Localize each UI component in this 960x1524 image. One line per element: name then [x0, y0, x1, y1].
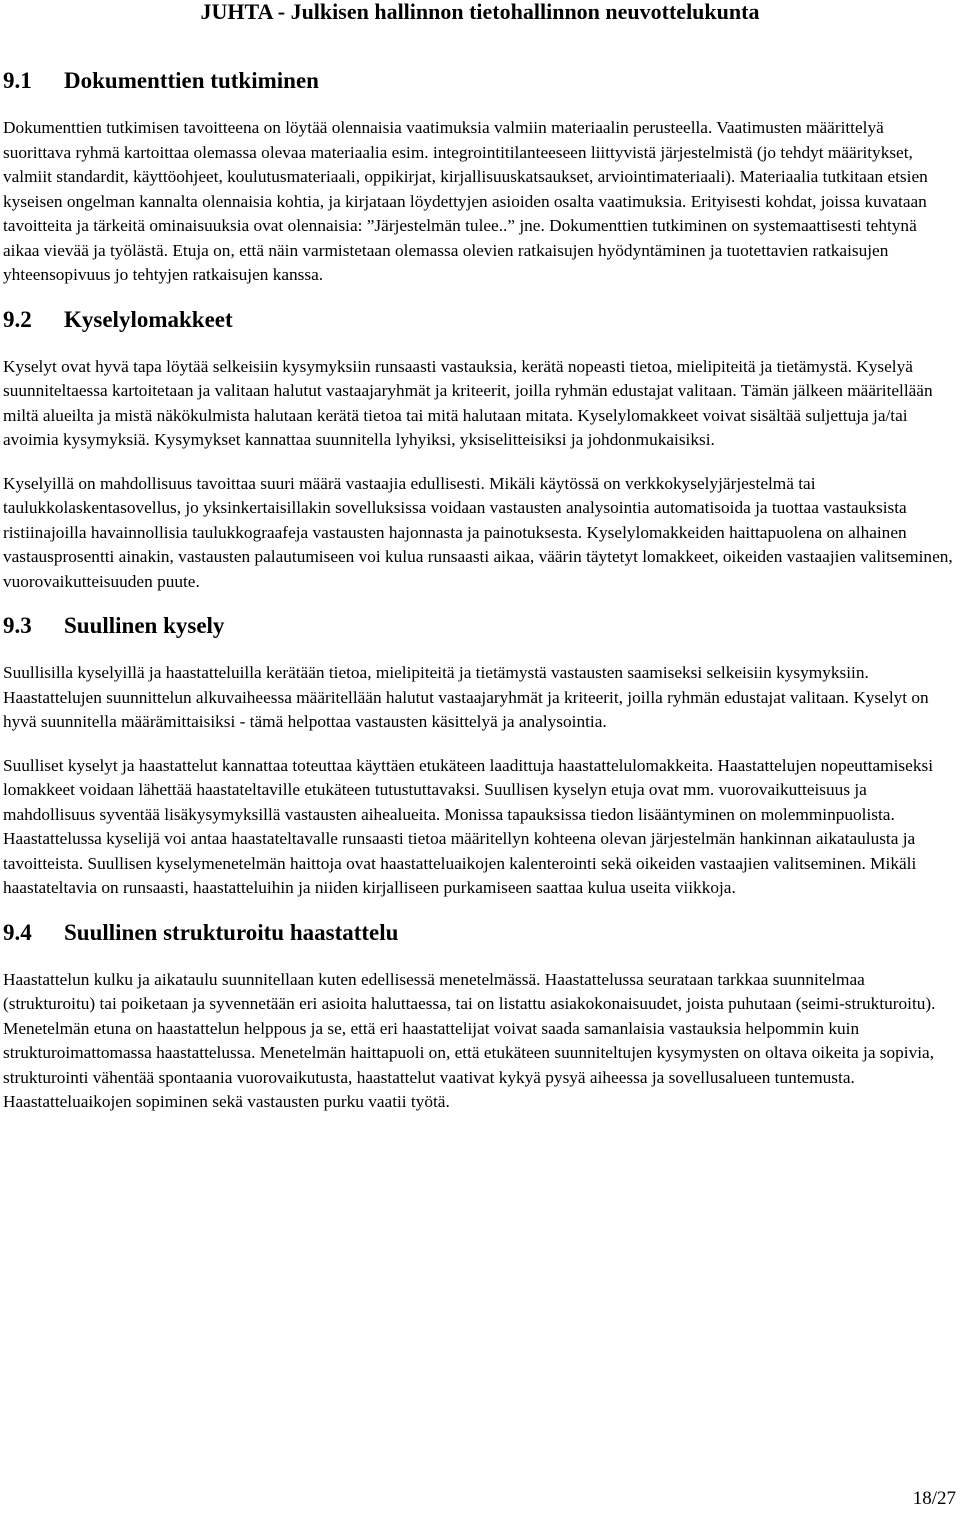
section-title: Suullinen strukturoitu haastattelu [64, 919, 399, 945]
paragraph: Haastattelun kulku ja aikataulu suunnitellaan kuten edellisessä menetelmässä. Haastattelussa seurataan tarkkaa suunnitelmaa (strukturoitu) tai poiketaan ja syvennetään eri asioita haluttaessa, tai on listattu asiakokonaisuudet, joista puhutaan (seimi-strukturoitu). Menetelmän etuna on haastattelun helppous ja se, että eri haastattelijat voivat saada samanlaisia vastauksia helpommin kuin strukturoimattomassa haastattelussa. Menetelmän haittapuoli on, että etukäteen suunniteltujen kysymysten on oltava oikeita ja sopivia, strukturointi vähentää spontaania vuorovaikutusta, haastattelut vaativat kykyä pysyä aiheessa ja sovellusalueen tuntemusta. Haastatteluaikojen sopiminen sekä vastausten purku vaatii työtä. [3, 969, 936, 1111]
section-heading-9-1 [3, 66, 955, 96]
paragraph: Suullisilla kyselyillä ja haastatteluilla kerätään tietoa, mielipiteitä ja tietämystä vastausten saamiseksi selkeisiin kysymyksiin. Haastattelujen suunnittelun alkuvaiheessa määritellään halutut vastaajaryhmät ja kriteerit, joilla ryhmän edustajat valitaan. Kyselyt on hyvä suunnitella määrämittaisiksi - tämä helpottaa vastausten käsittelyä ja analysointia. [3, 663, 929, 731]
section-number: 9.1 [3, 68, 32, 93]
section-heading-9-4 [3, 918, 955, 948]
paragraph: Suulliset kyselyt ja haastattelut kannattaa toteuttaa käyttäen etukäteen laadittuja haastattelulomakkeita. Haastattelujen nopeuttamiseksi lomakkeet voidaan lähettää haastateltaville etukäteen tutustuttavaksi. Suullisen kyselyn etuja ovat mm. vuorovaikutteisuus ja mahdollisuus syventää lisäkysymyksillä vastausten aihealueita. Monissa tapauksissa tiedon lisääntyminen on molemminpuolista. Haastattelussa kyselijä voi antaa haastateltavalle runsaasti tietoa määritellyn kohteena olevan järjestelmän hankinnan aikataulusta ja tavoitteista. Suullisen kyselymenetelmän haittoja ovat haastatteluaikojen kalenterointi sekä oikeiden vastaajien valitseminen. Mikäli haastateltavia on runsaasti, haastatteluihin ja niiden kirjalliseen purkamiseen saattaa kulua useita viikkoja. [3, 755, 933, 897]
paragraph: Kyselyt ovat hyvä tapa löytää selkeisiin kysymyksiin runsaasti vastauksia, kerätä nopeasti tietoa, mielipiteitä ja tietämystä. Kyselyä suunniteltaessa kartoitetaan ja valitaan halutut vastaajaryhmät ja kriteerit, joilla ryhmän edustajat valitaan. Tämän jälkeen määritellään miltä alueilta ja mistä näkökulmista halutaan kerätä tietoa tai mitä halutaan mitata. Kyselylomakkeet voivat sisältää suljettuja ja/tai avoimia kysymyksiä. Kysymykset kannattaa suunnitella lyhyiksi, yksiselitteisiksi ja johdonmukaisiksi. [3, 356, 933, 449]
section-number: 9.3 [3, 613, 32, 638]
paragraph: Kyselyillä on mahdollisuus tavoittaa suuri määrä vastaajia edullisesti. Mikäli käytössä on verkkokyselyjärjestelmä tai taulukkolaskentasovellus, jo yksinkertaisillakin sovelluksissa voidaan vastausten analysointia automatisoida ja tuottaa vastauksista ristiinajoilla havainnollisia taulukkograafeja vastausten hajonnasta ja painotuksesta. Kyselylomakkeiden haittapuolena on alhainen vastausprosentti ainakin, vastausten palautumiseen voi kulua runsaasti aikaa, väärin täytetyt lomakkeet, oikeiden vastaajien valitseminen, vuorovaikutteisuuden puute. [3, 473, 953, 591]
paragraph: Dokumenttien tutkimisen tavoitteena on löytää olennaisia vaatimuksia valmiin materiaalin perusteella. Vaatimusten määrittelyä suorittava ryhmä kartoittaa olemassa olevaa materiaalia esim. integrointitilanteeseen liittyvistä järjestelmistä (jo tehdyt määritykset, valmiit standardit, käyttöohjeet, koulutusmateriaali, oppikirjat, kirjallisuuskatsaukset, arviointimateriaali). Materiaalia tutkitaan etsien kyseisen ongelman kannalta olennaisia kohtia, ja kirjataan löydettyjen asioiden osalta vaatimuksia. Erityisesti kohdat, joissa kuvataan tavoitteita ja tärkeitä ominaisuuksia ovat olennaisia: ”Järjestelmän tulee..” jne. Dokumenttien tutkiminen on systemaattisesti tehtynä aikaa vievää ja työlästä. Etuja on, että näin varmistetaan olemassa olevien ratkaisujen hyödyntäminen ja tuotettavien ratkaisujen yhteensopivuus jo tehtyjen ratkaisujen kanssa. [3, 118, 928, 284]
section-title: Dokumenttien tutkiminen [64, 68, 319, 93]
section-title: Suullinen kysely [64, 613, 225, 638]
section-title: Kyselylomakkeet [64, 306, 233, 332]
section-number: 9.4 [3, 919, 32, 945]
section-heading-9-2 [3, 305, 955, 335]
page-number: 18/27 [912, 1488, 956, 1509]
section-number: 9.2 [3, 306, 32, 332]
page-header: JUHTA - Julkisen hallinnon tietohallinnon neuvottelukunta [200, 0, 760, 24]
section-heading-9-3 [3, 611, 955, 641]
document-body [3, 66, 955, 1115]
